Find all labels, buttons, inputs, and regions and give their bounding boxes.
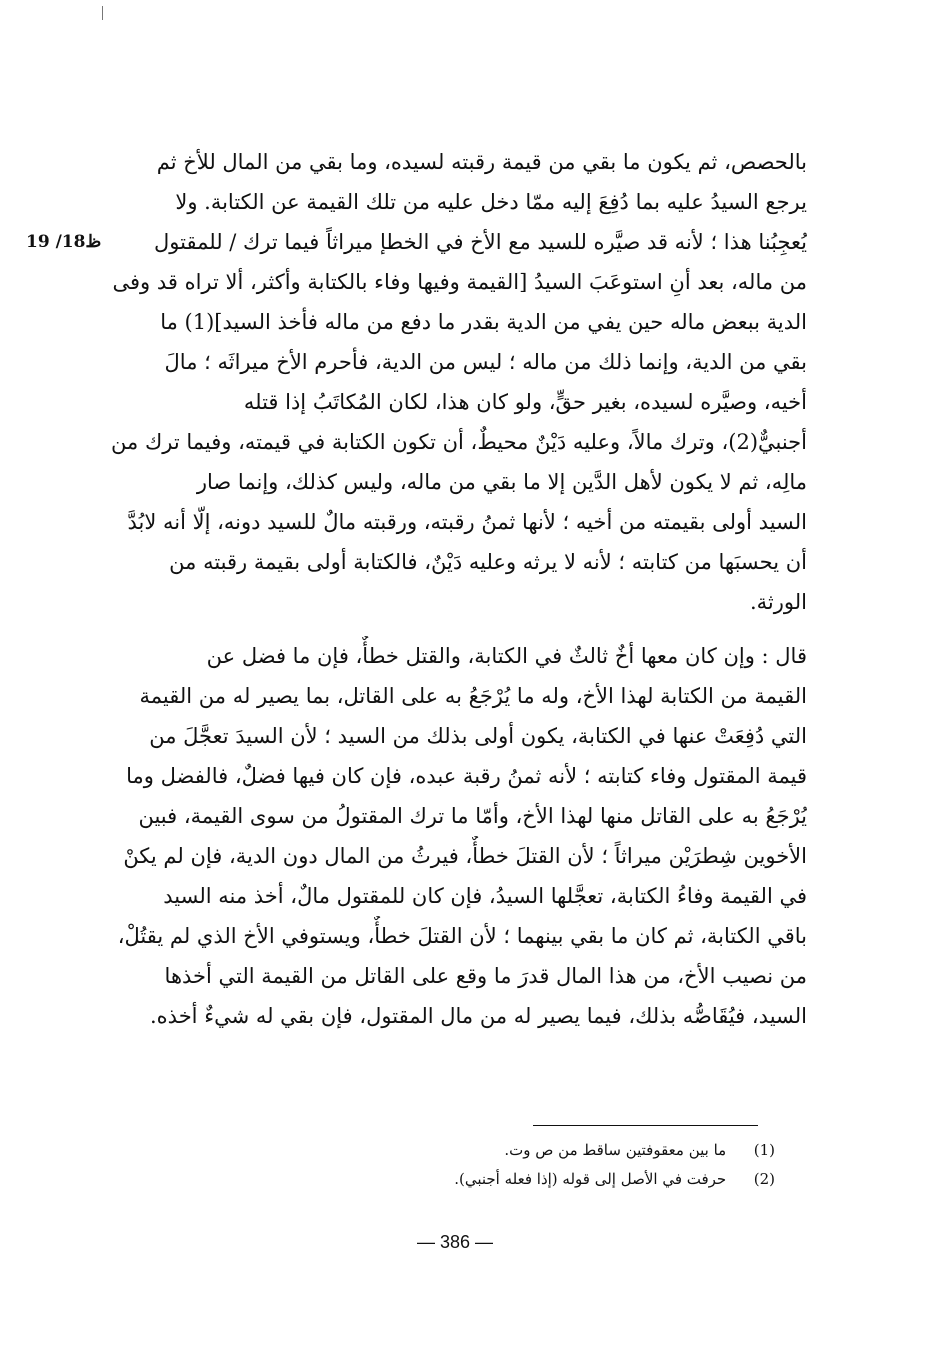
text-line: الورثة.	[749, 590, 807, 614]
text-line: مالِه، ثم لا يكون لأهل الدَّين إلا ما بقي من ماله، وليس كذلك، وإنما صار	[196, 470, 807, 494]
footnote-text: حرفت في الأصل إلى قوله (إذا فعله أجنبي).	[454, 1170, 727, 1188]
paragraph-1	[105, 142, 807, 622]
text-line: يُعجِبُنا هذا ؛ لأنه قد صيَّره للسيد مع الأخ في الخطإ ميراثاً فيما ترك / للمقتول	[154, 230, 807, 254]
text-line: القيمة من الكتابة لهذا الأخ، وله ما يُرْجَعُ به على القاتل، بما يصير له من القيمة	[139, 684, 807, 708]
scan-artifact-mark	[102, 6, 103, 20]
footnotes	[200, 1136, 775, 1194]
text-line: أخيه، وصيَّره لسيده، بغير حقٍّ، ولو كان هذا، لكان المُكاتَبُ إذا قتله	[243, 390, 807, 414]
footnote-2	[200, 1165, 775, 1194]
paragraph-2	[105, 636, 807, 1036]
main-text	[105, 142, 807, 1036]
text-line: السيد أولى بقيمته من أخيه ؛ لأنها ثمنُ رقبته، ورقبته مالٌ للسيد دونه، إلّا أنه لابُدَّ	[127, 510, 807, 534]
text-line: يُرْجَعُ به على القاتل منها لهذا الأخ، وأمّا ما ترك المقتولُ من سوى القيمة، فبين	[138, 804, 807, 828]
text-line: يرجع السيدُ عليه بما دُفِعَ إليه ممّا دخل عليه من تلك القيمة عن الكتابة. ولا	[175, 190, 807, 214]
text-line: التي دُفِعَتْ عنها في الكتابة، يكون أولى بذلك من السيد ؛ لأن السيدَ تعجَّلَ من	[149, 724, 807, 748]
margin-folio-note: 19 /18ظ	[26, 232, 102, 252]
text-line: باقي الكتابة، ثم كان ما بقي بينهما ؛ لأن القتلَ خطأٌ، ويستوفي الأخ الذي لم يقتُلْ،	[117, 924, 807, 948]
text-line: بالحصص، ثم يكون ما بقي من قيمة رقبته لسيده، وما بقي من المال للأخ ثم	[156, 150, 807, 174]
text-line: الأخوين شِطرَيْن ميراثاً ؛ لأن القتلَ خطأٌ، فيرثُ من المال دون الدية، فإن لم يكنْ	[123, 844, 807, 868]
page-number: — 386 —	[416, 1232, 494, 1252]
text-line: أن يحسبَها من كتابته ؛ لأنه لا يرثه وعليه دَيْنٌ، فالكتابة أولى بقيمة رقبته من	[169, 550, 807, 574]
text-line: في القيمة وفاءُ الكتابة، تعجَّلها السيدُ، فإن كان للمقتول مالٌ، أخذ منه السيد	[163, 884, 807, 908]
text-line: أجنبيٌّ(2)، وترك مالاً، وعليه دَيْنٌ محيطٌ، أن تكون الكتابة في قيمته، وفيما ترك من	[111, 430, 807, 454]
text-line: قال : وإن كان معها أخٌ ثالثٌ في الكتابة، والقتل خطأٌ، فإن ما فضل عن	[206, 644, 807, 668]
footnote-number: (2)	[753, 1170, 775, 1188]
footnote-number: (1)	[753, 1141, 775, 1159]
text-line: بقي من الدية، وإنما ذلك من ماله ؛ ليس من الدية، فأحرم الأخ ميراثَه ؛ مالَ	[164, 350, 807, 374]
text-line: من ماله، بعد أنِ استوعَبَ السيدُ [القيمة وفيها وفاء بالكتابة وأكثر، ألا تراه قد وفى	[112, 270, 807, 294]
text-line: قيمة المقتول وفاء كتابته ؛ لأنه ثمنُ رقبة عبده، فإن كان فيها فضلٌ، فالفضل وما	[126, 764, 807, 788]
footnote-divider	[533, 1125, 758, 1126]
text-line: السيد، فيُقَاصُّه بذلك، فيما يصير له من مال المقتول، فإن بقي له شيءٌ أخذه.	[150, 1004, 807, 1028]
footnote-1	[200, 1136, 775, 1165]
text-line: من نصيب الأخ، من هذا المال قدرَ ما وقع على القاتل من القيمة التي أخذها	[164, 964, 807, 988]
text-line: الدية ببعض ماله حين يفي من الدية بقدر ما دفع من ماله فأخذ السيد](1) ما	[160, 310, 807, 334]
footnote-text: ما بين معقوفتين ساقط من ص وت.	[504, 1141, 727, 1159]
